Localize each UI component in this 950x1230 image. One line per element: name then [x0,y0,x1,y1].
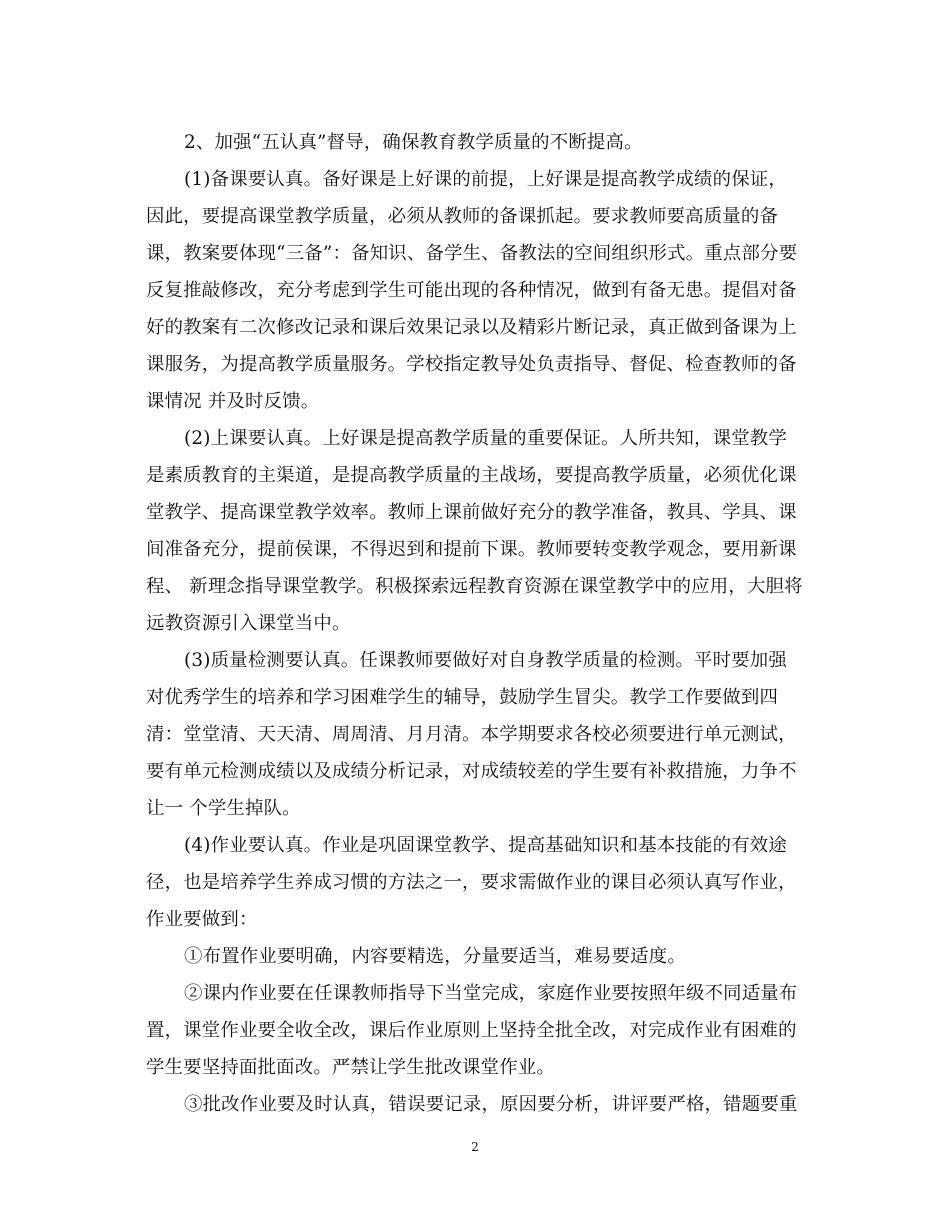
paragraph-line: 堂教学、提高课堂教学效率。教师上课前做好充分的教学准备，教具、学具、课 [146,502,797,523]
paragraph-line: (3)质量检测要认真。任课教师要做好对自身教学质量的检测。平时要加强 [184,650,787,671]
paragraph-line: 远教资源引入课堂当中。 [146,613,351,634]
paragraph-line: 是素质教育的主渠道，是提高教学质量的主战场，要提高教学质量，必须优化课 [146,465,797,486]
paragraph-line: 径，也是培养学生养成习惯的方法之一，要求需做作业的课目必须认真写作业， [146,872,797,893]
paragraph-line: 作业要做到： [146,909,258,930]
paragraph-line: 程、 新理念指导课堂教学。积极探索远程教育资源在课堂教学中的应用，大胆将 [146,576,803,597]
section-heading: 2、加强“五认真”督导，确保教育教学质量的不断提高。 [184,132,643,153]
paragraph-line: 间准备充分，提前侯课，不得迟到和提前下课。教师要转变教学观念，要用新课 [146,539,797,560]
paragraph-line: 课情况 并及时反馈。 [146,391,320,412]
paragraph-line: (1)备课要认真。备好课是上好课的前提，上好课是提高教学成绩的保证， [184,169,787,190]
page-number: 2 [471,1140,479,1154]
paragraph-line: 置，课堂作业要全收全改，课后作业原则上坚持全批全改，对完成作业有困难的 [146,1020,797,1041]
paragraph-line: 要有单元检测成绩以及成绩分析记录，对成绩较差的学生要有补救措施，力争不 [146,761,797,782]
paragraph-line: 让一 个学生掉队。 [146,798,301,819]
paragraph-line: 课，教案要体现“三备”：备知识、备学生、备教法的空间组织形式。重点部分要 [146,243,798,264]
paragraph-line: 好的教案有二次修改记录和课后效果记录以及精彩片断记录，真正做到备课为上 [146,317,797,338]
paragraph-line: ①布置作业要明确，内容要精选，分量要适当，难易要适度。 [184,946,686,967]
paragraph-line: (2)上课要认真。上好课是提高教学质量的重要保证。人所共知，课堂教学 [184,428,787,449]
paragraph-line: 学生要坚持面批面改。严禁让学生批改课堂作业。 [146,1057,555,1078]
paragraph-line: 因此，要提高课堂教学质量，必须从教师的备课抓起。要求教师要高质量的备 [146,206,779,227]
paragraph-line: 反复推敲修改，充分考虑到学生可能出现的各种情况，做到有备无患。提倡对备 [146,280,797,301]
paragraph-line: 课服务，为提高教学质量服务。学校指定教导处负责指导、督促、检查教师的备 [146,354,797,375]
paragraph-line: 对优秀学生的培养和学习困难学生的辅导，鼓励学生冒尖。教学工作要做到四 [146,687,779,708]
paragraph-line: (4)作业要认真。作业是巩固课堂教学、提高基础知识和基本技能的有效途 [184,835,787,856]
paragraph-line: 清：堂堂清、天天清、周周清、月月清。本学期要求各校必须要进行单元测试， [146,724,797,745]
paragraph-line: ②课内作业要在任课教师指导下当堂完成，家庭作业要按照年级不同适量布 [184,983,798,1004]
paragraph-line: ③批改作业要及时认真，错误要记录，原因要分析，讲评要严格，错题要重 [184,1094,798,1115]
